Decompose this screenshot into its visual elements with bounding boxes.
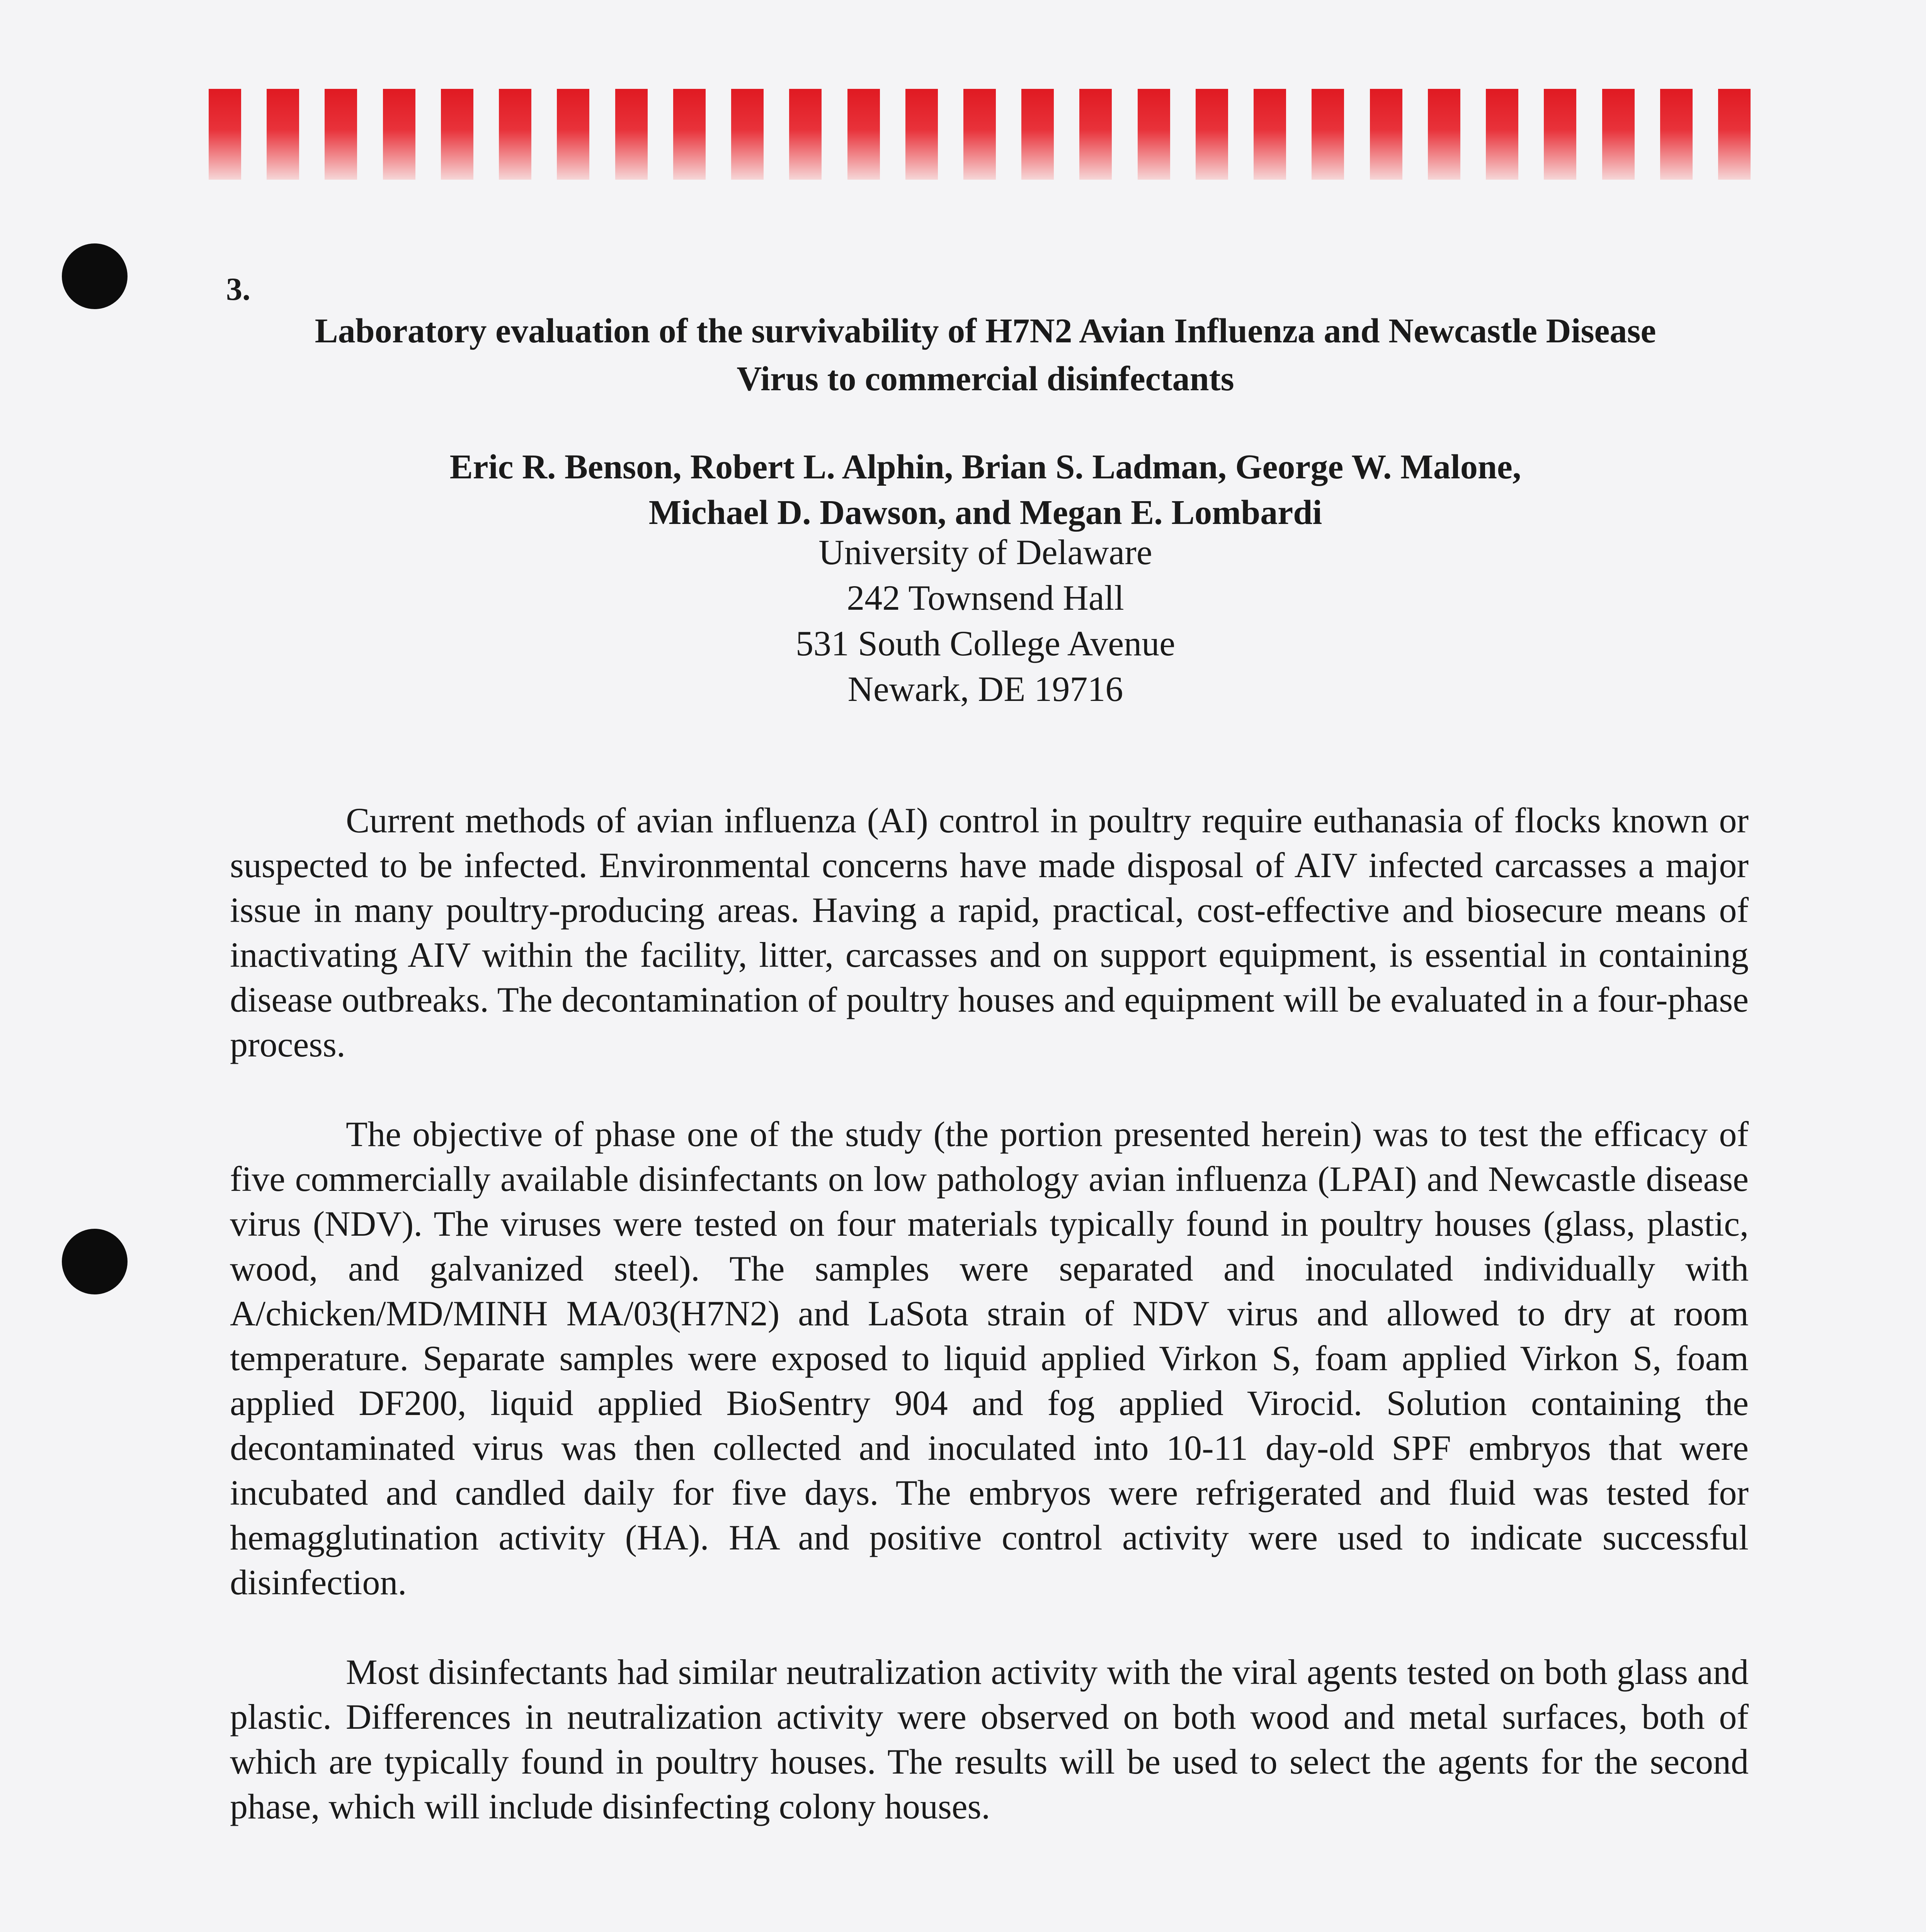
- decorative-bar: [267, 89, 299, 180]
- paragraph-3: Most disinfectants had similar neutralization activity with the viral agents tested on both glass and plastic. Differences in neutralization activity were observed on both wood and metal surfaces, both of which are typically found in poultry houses. The results will be used to select the agents for the second phase, which will include disinfecting colony houses.: [230, 1652, 1749, 1826]
- decorative-bar: [1718, 89, 1751, 180]
- decorative-bar: [1079, 89, 1112, 180]
- decorative-bar: [1196, 89, 1228, 180]
- decorative-bar: [1660, 89, 1693, 180]
- decorative-bar: [325, 89, 357, 180]
- decorative-bar: [615, 89, 648, 180]
- authors-line-2: Michael D. Dawson, and Megan E. Lombardi: [648, 493, 1322, 532]
- title-line-1: Laboratory evaluation of the survivability of H7N2 Avian Influenza and Newcastle Disease: [315, 312, 1656, 350]
- affiliation-city: Newark, DE 19716: [847, 669, 1123, 709]
- binder-hole-top: [62, 243, 128, 309]
- section-number: 3.: [226, 271, 250, 307]
- decorative-bar: [209, 89, 241, 180]
- decorative-bar: [847, 89, 880, 180]
- decorative-bar: [1544, 89, 1576, 180]
- title-line-2: Virus to commercial disinfectants: [737, 360, 1234, 398]
- affiliation-building: 242 Townsend Hall: [847, 578, 1124, 617]
- affiliation-block: [216, 529, 1754, 712]
- affiliation-street: 531 South College Avenue: [795, 624, 1176, 663]
- decorative-bar: [1486, 89, 1518, 180]
- decorative-bar: [383, 89, 415, 180]
- decorative-bar: [673, 89, 706, 180]
- author-list: [216, 444, 1754, 536]
- decorative-bar: [1021, 89, 1054, 180]
- paragraph-1: Current methods of avian influenza (AI) control in poultry require euthanasia of flocks known or suspected to be infected. Environmental concerns have made disposal of AIV infected carcasses a major issue in many poultry-producing areas. Having a rapid, practical, cost-effective and biosecure means of inactivating AIV within the facility, litter, carcasses and on support equipment, is essential in containing disease outbreaks. The decontamination of poultry houses and equipment will be evaluated in a four-phase process.: [230, 801, 1749, 1064]
- decorative-bar: [905, 89, 938, 180]
- abstract-body: [230, 798, 1749, 1874]
- decorative-bar: [441, 89, 473, 180]
- decorative-bar: [1428, 89, 1460, 180]
- paragraph-2: The objective of phase one of the study (the portion presented herein) was to test the efficacy of five commercially available disinfectants on low pathology avian influenza (LPAI) and Newcastle disease virus (NDV). The viruses were tested on four materials typically found in poultry houses (glass, plastic, wood, and galvanized steel). The samples were separated and inoculated individually with A/chicken/MD/MINH MA/03(H7N2) and LaSota strain of NDV virus and allowed to dry at room temperature. Separate samples were exposed to liquid applied Virkon S, foam applied Virkon S, foam applied DF200, liquid applied BioSentry 904 and fog applied Virocid. Solution containing the decontaminated virus was then collected and inoculated into 10-11 day-old SPF embryos that were incubated and candled daily for five days. The embryos were refrigerated and fluid was tested for hemagglutination activity (HA). HA and positive control activity were used to indicate successful disinfection.: [230, 1114, 1749, 1602]
- decorative-bar: [1312, 89, 1344, 180]
- decorative-bar: [557, 89, 589, 180]
- decorative-bar: [789, 89, 822, 180]
- authors-line-1: Eric R. Benson, Robert L. Alphin, Brian S. Ladman, George W. Malone,: [449, 448, 1521, 486]
- binder-hole-middle: [62, 1229, 128, 1294]
- decorative-bar: [1602, 89, 1635, 180]
- decorative-bar: [1370, 89, 1402, 180]
- decorative-red-bar-strip: [209, 89, 1751, 180]
- paper-title: [216, 307, 1754, 403]
- decorative-bar: [1138, 89, 1170, 180]
- decorative-bar: [499, 89, 531, 180]
- affiliation-institution: University of Delaware: [818, 532, 1152, 572]
- decorative-bar: [731, 89, 764, 180]
- decorative-bar: [963, 89, 996, 180]
- decorative-bar: [1254, 89, 1286, 180]
